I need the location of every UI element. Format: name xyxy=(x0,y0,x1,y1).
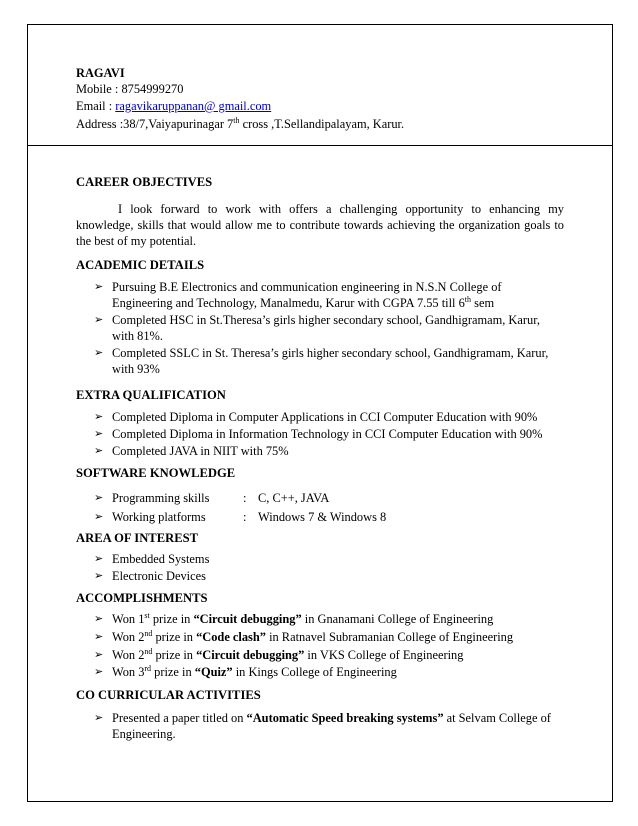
candidate-name: RAGAVI xyxy=(76,66,125,80)
cc-text: Presented a paper titled on xyxy=(112,711,247,725)
acc-text: prize in xyxy=(152,648,197,662)
interest-item-2: Electronic Devices xyxy=(112,569,206,583)
bullet-arrow-icon: ➢ xyxy=(94,613,104,625)
accomplishment-item-1 xyxy=(112,612,493,627)
bullet-arrow-icon: ➢ xyxy=(94,511,104,523)
email-line xyxy=(76,99,271,114)
bullet-arrow-icon: ➢ xyxy=(94,347,104,359)
cocurricular-heading: CO CURRICULAR ACTIVITIES xyxy=(76,688,261,702)
acc-text: Won 3 xyxy=(112,665,145,679)
academic-heading: ACADEMIC DETAILS xyxy=(76,258,205,272)
software-label-2: Working platforms xyxy=(112,510,206,524)
software-value-2: Windows 7 & Windows 8 xyxy=(258,510,387,524)
acc-sup: rd xyxy=(144,663,152,673)
bullet-arrow-icon: ➢ xyxy=(94,281,104,293)
acc-text: prize in xyxy=(152,630,197,644)
interest-item-1: Embedded Systems xyxy=(112,552,210,566)
bullet-arrow-icon: ➢ xyxy=(94,428,104,440)
email-label: Email : xyxy=(76,99,113,113)
mobile-label: Mobile xyxy=(76,82,112,96)
career-text-2: knowledge, skills that would allow me to contribute towards achieving the organization goals to xyxy=(76,218,564,232)
acc-sup: nd xyxy=(144,628,153,638)
acc-text: in VKS College of Engineering xyxy=(304,648,464,662)
address-text-end: cross ,T.Sellandipalayam, Karur. xyxy=(239,117,405,131)
header-divider xyxy=(27,145,613,146)
academic-item-1-sup: th xyxy=(464,294,472,304)
extra-item-1: Completed Diploma in Computer Applications in CCI Computer Education with 90% xyxy=(112,410,538,424)
address-line xyxy=(76,117,404,132)
bullet-arrow-icon: ➢ xyxy=(94,314,104,326)
extra-item-3: Completed JAVA in NIIT with 75% xyxy=(112,444,289,458)
accomplishment-item-3 xyxy=(112,648,463,663)
cocurricular-item-1-cont: Engineering. xyxy=(112,727,176,741)
academic-item-2: Completed HSC in St.Theresa’s girls higher secondary school, Gandhigramam, Karur, xyxy=(112,313,540,327)
mobile-value: : 8754999270 xyxy=(114,82,184,96)
extra-heading: EXTRA QUALIFICATION xyxy=(76,388,226,402)
bullet-arrow-icon: ➢ xyxy=(94,445,104,457)
acc-text: Won 2 xyxy=(112,630,145,644)
acc-text: prize in xyxy=(151,665,195,679)
cc-text: at Selvam College of xyxy=(443,711,551,725)
bullet-arrow-icon: ➢ xyxy=(94,666,104,678)
academic-item-1-text: Engineering and Technology, Manalmedu, Karur with CGPA 7.55 till 6 xyxy=(112,296,465,310)
cocurricular-item-1 xyxy=(112,711,551,726)
bullet-arrow-icon: ➢ xyxy=(94,631,104,643)
software-sep-2: : xyxy=(243,510,247,524)
academic-item-1: Pursuing B.E Electronics and communication engineering in N.S.N College of xyxy=(112,280,502,294)
acc-event: “Code clash” xyxy=(196,630,266,644)
software-label-1: Programming skills xyxy=(112,491,210,505)
acc-event: “Circuit debugging” xyxy=(196,648,305,662)
bullet-arrow-icon: ➢ xyxy=(94,570,104,582)
address-sup: th xyxy=(233,115,240,125)
academic-item-2-cont: with 81%. xyxy=(112,329,163,343)
accomplishments-heading: ACCOMPLISHMENTS xyxy=(76,591,208,605)
software-value-1: C, C++, JAVA xyxy=(258,491,330,505)
bullet-arrow-icon: ➢ xyxy=(94,649,104,661)
career-line-3: the best of my potential. xyxy=(76,234,197,248)
acc-text: in Ratnavel Subramanian College of Engineering xyxy=(265,630,514,644)
mobile-line xyxy=(76,82,183,97)
address-text: Address :38/7,Vaiyapurinagar 7 xyxy=(76,117,234,131)
acc-text: in Gnanamani College of Engineering xyxy=(301,612,494,626)
email-link[interactable]: ragavikaruppanan@ gmail.com xyxy=(115,99,272,113)
cc-paper-title: “Automatic Speed breaking systems” xyxy=(246,711,444,725)
acc-sup: st xyxy=(144,610,150,620)
bullet-arrow-icon: ➢ xyxy=(94,553,104,565)
bullet-arrow-icon: ➢ xyxy=(94,712,104,724)
academic-item-1-cont xyxy=(112,296,494,311)
academic-item-3-cont: with 93% xyxy=(112,362,160,376)
extra-item-2: Completed Diploma in Information Technology in CCI Computer Education with 90% xyxy=(112,427,543,441)
acc-text: in Kings College of Engineering xyxy=(232,665,397,679)
career-text-1: I look forward to work with offers a challenging opportunity to enhancing my xyxy=(118,202,564,216)
acc-text: Won 2 xyxy=(112,648,145,662)
software-sep-1: : xyxy=(243,491,247,505)
acc-text: Won 1 xyxy=(112,612,145,626)
acc-text: prize in xyxy=(149,612,194,626)
career-heading: CAREER OBJECTIVES xyxy=(76,175,213,189)
academic-item-3: Completed SSLC in St. Theresa’s girls higher secondary school, Gandhigramam, Karur, xyxy=(112,346,549,360)
academic-item-1-end: sem xyxy=(471,296,495,310)
bullet-arrow-icon: ➢ xyxy=(94,492,104,504)
bullet-arrow-icon: ➢ xyxy=(94,411,104,423)
acc-event: “Quiz” xyxy=(194,665,233,679)
software-heading: SOFTWARE KNOWLEDGE xyxy=(76,466,236,480)
accomplishment-item-4 xyxy=(112,665,397,680)
acc-sup: nd xyxy=(144,646,153,656)
acc-event: “Circuit debugging” xyxy=(193,612,302,626)
accomplishment-item-2 xyxy=(112,630,513,645)
interest-heading: AREA OF INTEREST xyxy=(76,531,199,545)
